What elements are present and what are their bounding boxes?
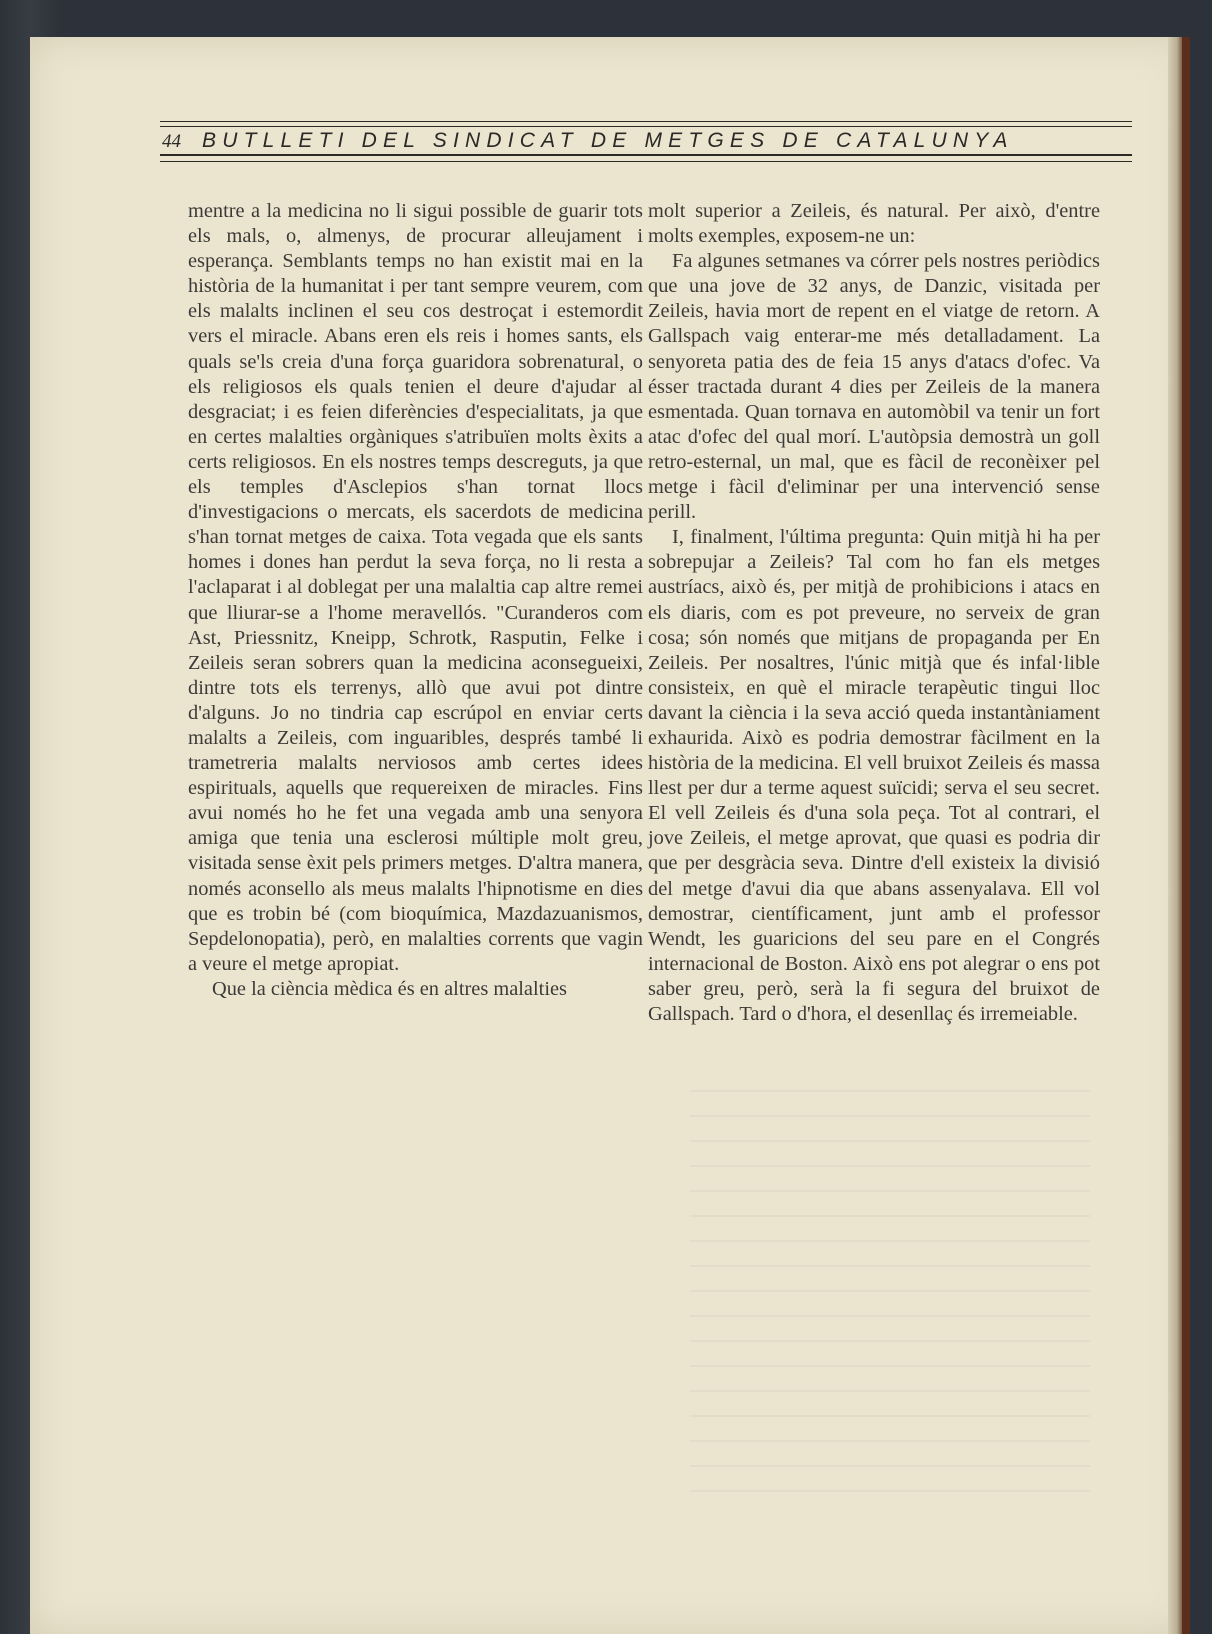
paragraph: I, finalment, l'última pregunta: Quin mitjà hi ha per sobrepujar a Zeileis? Tal com ho fan els metges austríacs, això és, per mitjà de prohibicions i atacs en els diaris, com es pot preveure, no serveix de gran cosa; són només que mitjans de propaganda per En Zeileis. Per nosaltres, l'únic mitjà que és infal·lible consisteix, en què el miracle terapèutic tingui lloc davant la ciència i la seva acció queda instantàniament exhaurida. Això es podria demostrar fàcilment en la història de la medicina. El vell bruixot Zeileis és massa llest per dur a terme aquest suïcidi; serva el seu secret. El vell Zeileis és d'una sola peça. Tot al contrari, el jove Zeileis, el metge aprovat, que quasi es podria dir que per desgràcia seva. Dintre d'ell existeix la divisió del metge d'avui dia que abans assenyalava. Ell vol demostrar, científicament, junt amb el professor Wendt, les guaricions del seu pare en el Congrés internacional de Boston. Això ens pot alegrar o ens pot saber greu, però, serà la fi segura del bruixot de Gallspach. Tard o d'hora, el desenllaç és irremeiable. bbox=[648, 526, 1100, 1025]
right-column bbox=[648, 199, 1100, 1027]
page-number: 44 bbox=[162, 131, 181, 152]
running-header bbox=[160, 121, 1132, 177]
header-rule bbox=[160, 126, 1132, 127]
header-rule bbox=[160, 161, 1132, 162]
book-cover-edge bbox=[1182, 37, 1190, 1634]
left-column bbox=[188, 199, 643, 1002]
paragraph: Que la ciència mèdica és en altres malalties bbox=[212, 977, 567, 1000]
header-rule bbox=[160, 154, 1132, 156]
header-rule bbox=[160, 121, 1132, 122]
paragraph: mentre a la medicina no li sigui possible de guarir tots els mals, o, almenys, de procurar alleujament i esperança. Semblants temps no han existit mai en la història de la humanitat i per tant sempre veurem, com els malalts inclinen el seu cos destroçat i estemordit vers el miracle. Abans eren els reis i homes sants, els quals se'ls creia d'una força guaridora sobrenatural, o els religiosos els quals tenien el deure d'ajudar al desgraciat; i es feien diferències d'especialitats, ja que en certes malalties orgàniques s'atribuïen molts èxits a certs religiosos. En els nostres temps descreguts, ja que els temples d'Asclepios s'han tornat llocs d'investigacions o mercats, els sacerdots de medicina s'han tornat metges de caixa. Tota vegada que els sants homes i dones han perdut la seva força, no li resta a l'aclaparat i al doblegat per una malaltia cap altre remei que lliurar-se a l'home meravellós. "Curanderos com Ast, Priessnitz, Kneipp, Schrotk, Rasputin, Felke i Zeileis seran sobrers quan la medicina aconsegueixi, dintre tots els terrenys, allò que avui pot dintre d'alguns. Jo no tindria cap escrúpol en enviar certs malalts a Zeileis, com inguaribles, després també li trametreria malalts nerviosos amb certes idees espirituals, aquells que requereixen de miracles. Fins avui només ho he fet una vegada amb una senyora amiga que tenia una esclerosi múltiple molt greu, visitada sense èxit pels primers metges. D'altra manera, només aconsello als meus malalts l'hipnotisme en dies que es trobin bé (com bioquímica, Mazdazuanismos, Sepdelonopatia), però, en malalties corrents que vagin a veure el metge apropiat. bbox=[188, 200, 643, 975]
show-through-text bbox=[690, 1090, 1090, 1510]
paragraph: molt superior a Zeileis, és natural. Per això, d'entre molts exemples, exposem-ne un: bbox=[648, 200, 1100, 248]
header-row bbox=[160, 129, 1132, 153]
paragraph: Fa algunes setmanes va córrer pels nostres periòdics que una jove de 32 anys, de Danzic, visitada per Zeileis, havia mort de repent en el viatge de retorn. A Gallspach vaig enterar-me més detalladament. La senyoreta patia des de feia 15 anys d'atacs d'ofec. Va ésser tractada durant 4 dies per Zeileis de la manera esmentada. Quan tornava en automòbil va tenir un fort atac d'ofec del qual morí. L'autòpsia demostrà un goll retro-esternal, un mal, que es fàcil de reconèixer pel metge i fàcil d'eliminar per una intervenció sense perill. bbox=[648, 250, 1100, 524]
running-title: BUTLLETI DEL SINDICAT DE METGES DE CATALUNYA bbox=[202, 129, 1014, 152]
